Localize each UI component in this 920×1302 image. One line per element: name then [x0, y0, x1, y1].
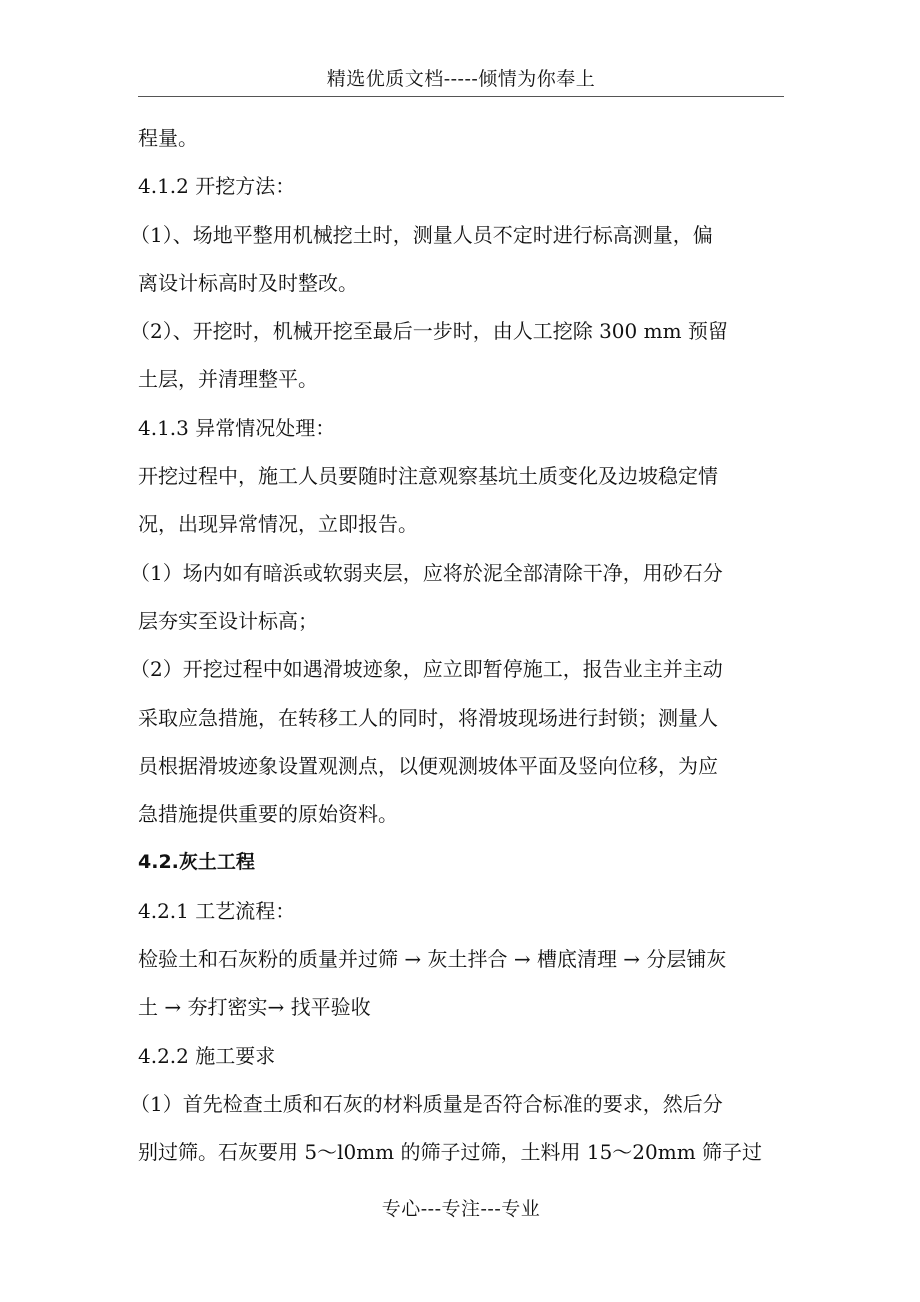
text-line: （2）开挖过程中如遇滑坡迹象，应立即暂停施工，报告业主并主动 — [130, 657, 723, 682]
text-line: 急措施提供重要的原始资料。 — [138, 802, 398, 827]
text-line: 离设计标高时及时整改。 — [138, 270, 358, 295]
text-line: 层夯实至设计标高； — [138, 608, 318, 633]
document-body — [130, 116, 788, 1179]
text-line: （2）、开挖时，机械开挖至最后一步时，由人工挖除 300 mm 预留 — [130, 319, 728, 344]
text-line: 土层，并清理整平。 — [138, 367, 318, 392]
page-footer: 专心---专注---专业 — [381, 1198, 541, 1220]
text-line: 检验土和石灰粉的质量并过筛 → 灰土拌合 → 槽底清理 → 分层铺灰 — [138, 947, 727, 972]
text-line: 程量。 — [138, 126, 198, 150]
text-line: 别过筛。石灰要用 5～l0mm 的筛子过筛，土料用 15～20mm 筛子过 — [138, 1140, 763, 1165]
text-line: 开挖过程中，施工人员要随时注意观察基坑土质变化及边坡稳定情 — [138, 464, 718, 489]
text-line: （1）、场地平整用机械挖土时，测量人员不定时进行标高测量，偏 — [130, 222, 713, 247]
text-line: 采取应急措施，在转移工人的同时，将滑坡现场进行封锁；测量人 — [138, 705, 718, 730]
section-heading-4-2-1: 4.2.1 工艺流程： — [138, 898, 296, 923]
page-header: 精选优质文档-----倾情为你奉上 — [326, 68, 596, 90]
text-line: 况，出现异常情况，立即报告。 — [138, 512, 418, 537]
text-line: （1）场内如有暗浜或软弱夹层，应将於泥全部清除干净，用砂石分 — [130, 560, 723, 585]
text-line: （1）首先检查土质和石灰的材料质量是否符合标准的要求，然后分 — [130, 1091, 723, 1116]
text-line: 土 → 夯打密实→ 找平验收 — [138, 995, 371, 1020]
section-heading-4-2-2: 4.2.2 施工要求 — [138, 1043, 276, 1068]
section-heading-4-1-2: 4.1.2 开挖方法： — [138, 174, 296, 199]
header-divider — [138, 96, 784, 97]
section-heading-4-2: 4.2.灰土工程 — [138, 851, 255, 874]
section-heading-4-1-3: 4.1.3 异常情况处理： — [138, 415, 336, 440]
text-line: 员根据滑坡迹象设置观测点，以便观测坡体平面及竖向位移，为应 — [138, 753, 718, 778]
